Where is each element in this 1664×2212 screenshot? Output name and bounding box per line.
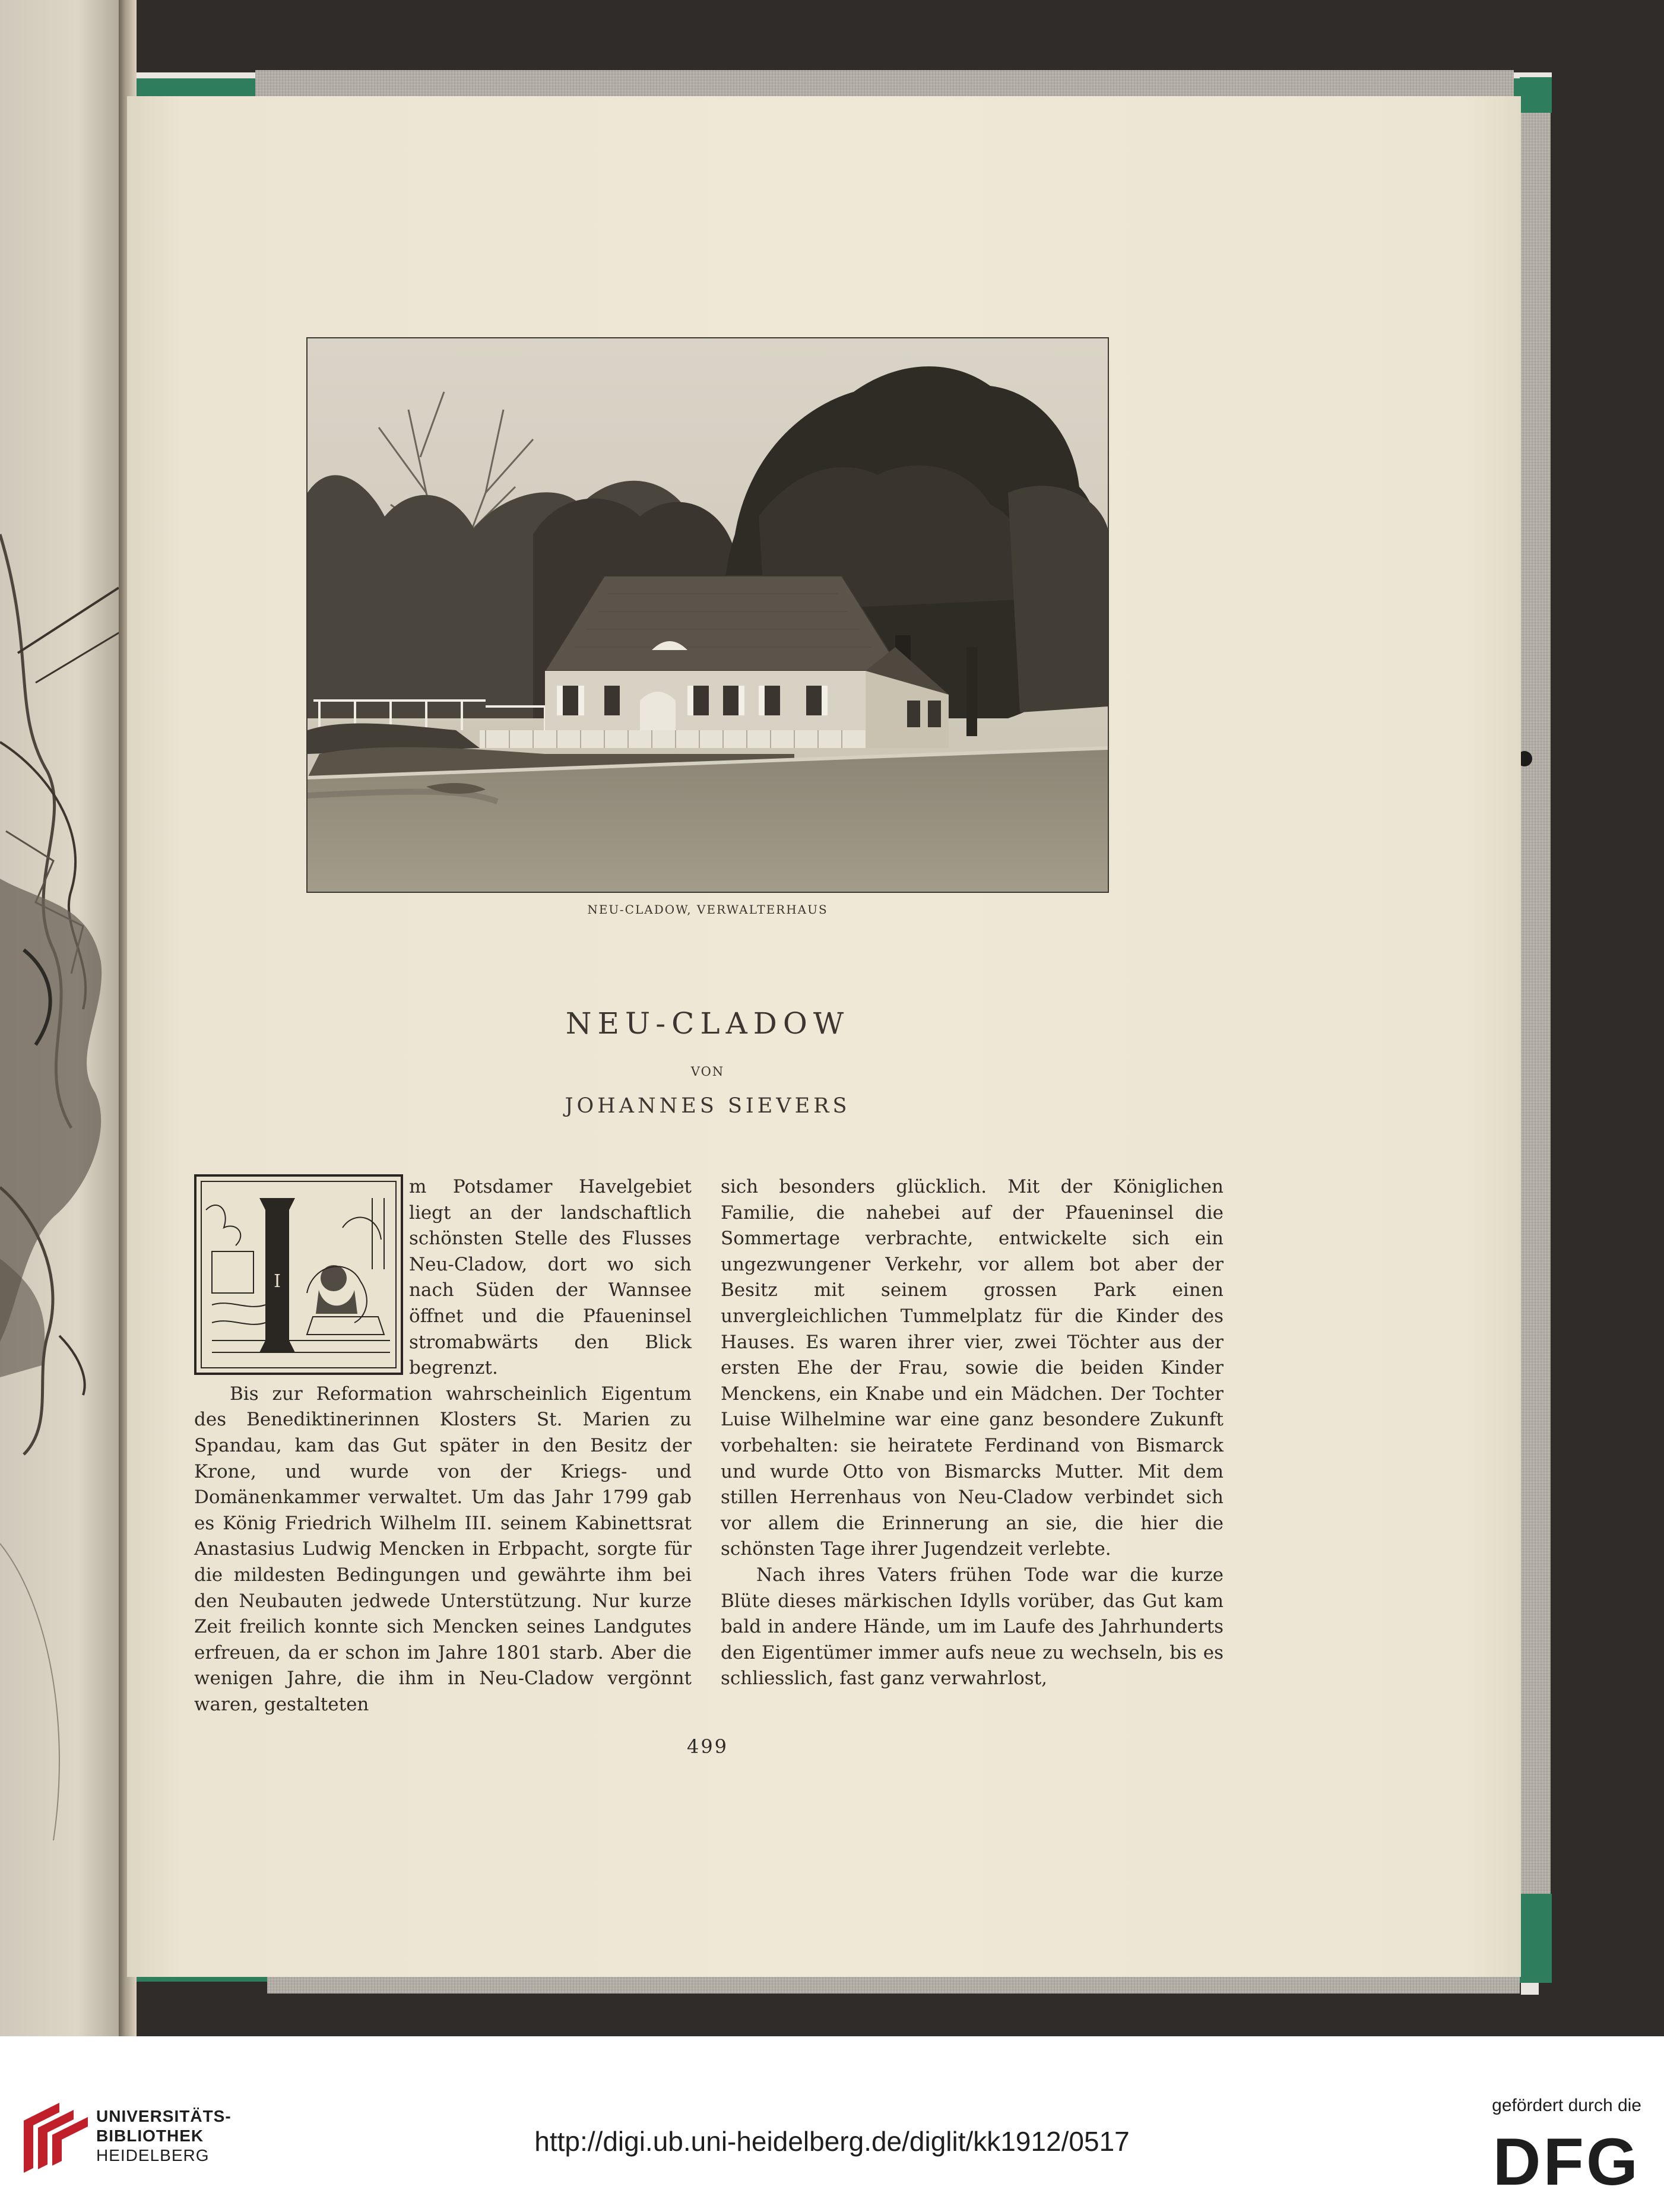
permalink-url[interactable]: http://digi.ub.uni-heidelberg.de/diglit/kk1912/0517 (534, 2126, 1130, 2157)
article-title: NEU-CLADOW (565, 1006, 850, 1041)
library-line-2: BIBLIOTHEK (96, 2127, 204, 2145)
left-column-lead: m Potsdamer Havelgebiet liegt an der landschaftlich schönsten Stelle des Flusses Neu-Cladow, dort wo sich nach Süden der Wannsee öffnet und die Pfaueninsel stromabwärts den Blick begrenzt. (409, 1176, 692, 1379)
binding-strip-right-top (1520, 77, 1552, 113)
library-line-3: HEIDELBERG (96, 2146, 210, 2165)
text-column-right (721, 1174, 1224, 1692)
cloth-cover-right (1520, 95, 1551, 1983)
text-column-left (194, 1174, 692, 1717)
byline-prefix: VON (690, 1064, 725, 1079)
binding-strip-right-bottom (1520, 1894, 1552, 1983)
cloth-cover-top (255, 70, 1514, 99)
house-photograph (306, 337, 1109, 893)
right-column-paragraph-1: sich besonders glücklich. Mit der Königlichen Familie, die nahebei auf der Pfaueninsel die Sommertage verbrachte, entwickelte sich ein ungezwungener Verkehr, vor allem bot aber der Besitz mit seinem grossen Park einen unvergleichlichen Tummelplatz für die Kinder des Hauses. Es waren ihrer vier, zwei Töchter aus der ersten Ehe der Frau, sowie die beiden Kinder Menckens, ein Knabe und ein Mädchen. Der Tochter Luise Wilhelmine war eine ganz besondere Zukunft vorbehalten: sie heiratete Ferdinand von Bismarck und wurde Otto von Bismarcks Mutter. Mit dem stillen Herrenhaus von Neu-Cladow verbindet sich vor allem die Erinnerung an sie, die hier die schönsten Tage ihrer Jugendzeit verlebte. (721, 1176, 1224, 1560)
funding-label: gefördert durch die (1492, 2096, 1641, 2115)
article-author: JOHANNES SIEVERS (565, 1094, 851, 1118)
photo-caption: NEU-CLADOW, VERWALTERHAUS (587, 902, 828, 917)
page-number: 499 (686, 1735, 729, 1758)
decorated-initial (194, 1174, 403, 1375)
right-column-paragraph-2: Nach ihres Vaters frühen Tode war die kurze Blüte dieses märkischen Idylls vorüber, das Gut kam bald in andere Hände, um im Laufe des Jahrhunderts den Eigentümer immer aufs neue zu wechseln, bis es schliesslich, fast ganz verwahrlost, (721, 1564, 1224, 1690)
dropcap-letter: I (274, 1271, 281, 1292)
left-column-body: Bis zur Reformation wahrscheinlich Eigentum des Benediktinerinnen Klosters St. Marien zu Spandau, kam das Gut später in den Besitz der Krone, und wurde von der Kriegs- und Domänenkammer verwaltet. Um das Jahr 1799 gab es König Friedrich Wilhelm III. seinem Kabinettsrat Anastasius Ludwig Mencken in Erbpacht, sorgte für die mildesten Bedingungen und gewährte ihm bei den Neubauten jedwede Unterstützung. Nur kurze Zeit freilich konnte sich Mencken seines Landgutes erfreuen, da er schon im Jahre 1801 starb. Aber die wenigen Jahre, die ihm in Neu-Cladow vergönnt waren, gestalteten (194, 1383, 692, 1715)
viewer-footer (0, 2036, 1664, 2212)
dfg-logo[interactable]: DFG (1492, 2125, 1640, 2199)
left-page-sketch (0, 0, 129, 2036)
library-line-1: UNIVERSITÄTS- (96, 2107, 232, 2125)
